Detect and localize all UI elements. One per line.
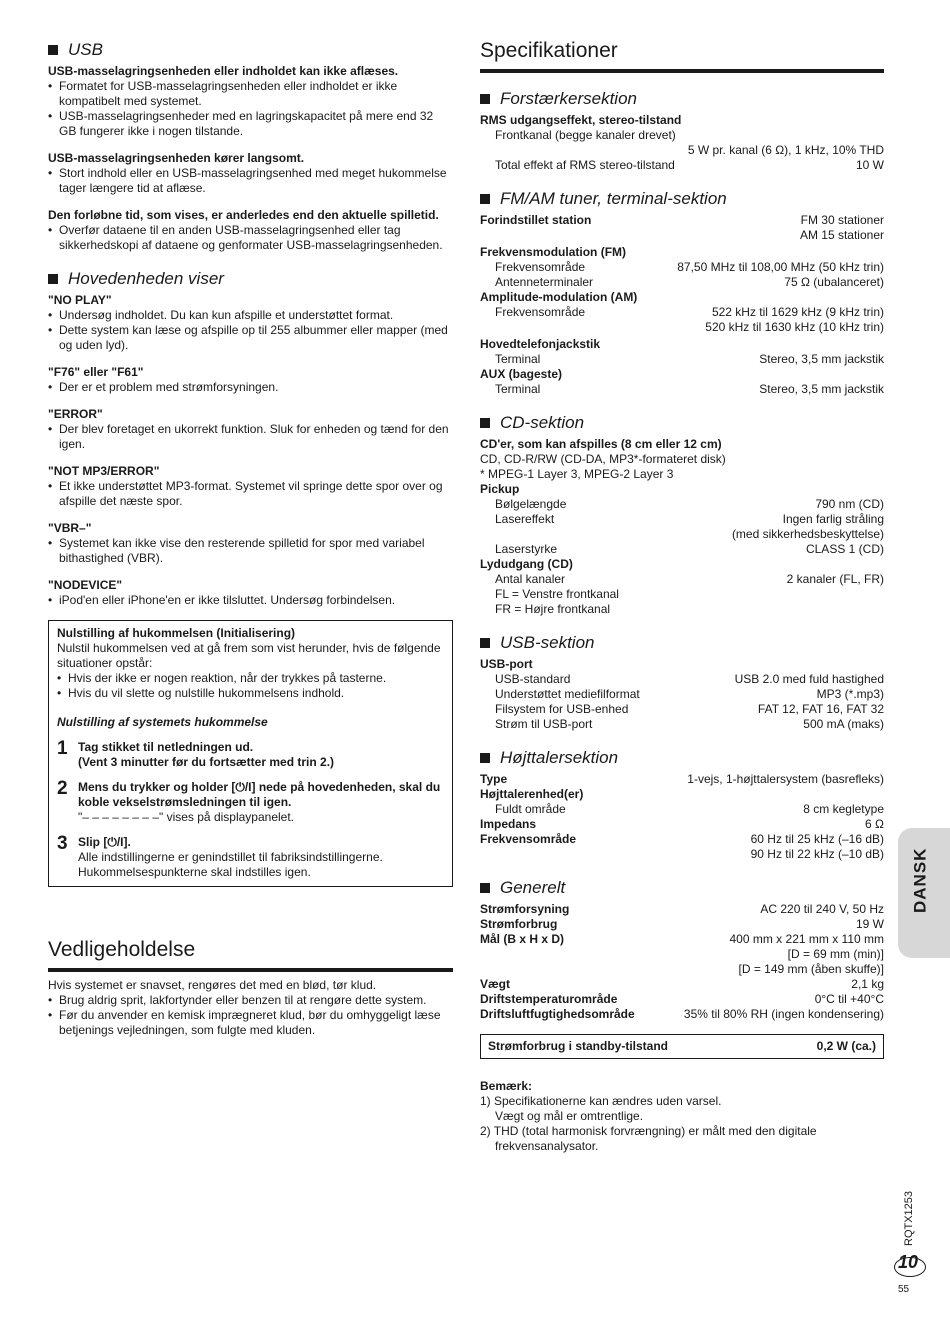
square-bullet-icon xyxy=(480,883,490,893)
speaker-heading: Højttalersektion xyxy=(480,748,884,768)
spec-row: Understøttet mediefilformat MP3 (*.mp3) xyxy=(495,687,884,701)
maintenance-bullet-1: • Brug aldrig sprit, lakfortynder eller benzen til at rengøre dette system. xyxy=(48,993,453,1008)
vbr-bullet: • Systemet kan ikke vise den resterende spilletid for spor med variabel bithastighed (VBR). xyxy=(48,536,453,566)
reset-step-1: 1 Tag stikket til netledningen ud. (Vent 3 minutter før du fortsætter med trin 2.) xyxy=(57,738,335,769)
spec-row: USB-standard USB 2.0 med fuld hastighed xyxy=(495,672,884,686)
spec-row: Filsystem for USB-enhed FAT 12, FAT 16, FAT 32 xyxy=(495,702,884,716)
standby-box xyxy=(480,1034,884,1059)
left-column xyxy=(48,40,453,1038)
usb-bullet-4: • Overfør dataene til en anden USB-masselagringsenhed eller tag sikkerhedskopi af dataene og genformater USB-masselagringsenheden. xyxy=(48,223,453,253)
reset-bullet-1: • Hvis der ikke er nogen reaktion, når der trykkes på tasterne. xyxy=(57,671,444,686)
spec-row: Frekvensområde 60 Hz til 25 kHz (–16 dB) xyxy=(480,832,884,846)
usb-heading: USB xyxy=(48,40,453,60)
spec-row: Antal kanaler 2 kanaler (FL, FR) xyxy=(495,572,884,586)
spec-row: Total effekt af RMS stereo-tilstand 10 W xyxy=(495,158,884,172)
amp-heading: Forstærkersektion xyxy=(480,89,884,109)
reset-subheading: Nulstilling af systemets hukommelse xyxy=(57,715,268,729)
spec-row: Lasereffekt Ingen farlig stråling xyxy=(495,512,884,526)
spec-row: Type 1-vejs, 1-højttalersystem (basrefleks) xyxy=(480,772,884,786)
noplay-heading: "NO PLAY" xyxy=(48,293,112,307)
square-bullet-icon xyxy=(48,274,58,284)
square-bullet-icon xyxy=(480,194,490,204)
right-column: Specifikationer Forstærkersektion RMS udgangseffekt, stereo-tilstand Frontkanal (begge kanaler drevet) 5 W pr. kanal (6 Ω), 1 kHz, 10% THD Total effekt af RMS stereo-tilstand 10 W FM/AM tuner, terminal-sektion Forindstillet station FM 30 stationer AM 15 stationer Frekvensmodulation (FM) Frekvensområde 87,50 MHz til 108,00 MHz (50 kHz trin) Antenneterminaler 75 Ω (ubalanceret) Amplitude-modulation (AM) Frekvensområde 522 kHz til 1629 kHz (9 kHz trin) 520 kHz til 1630 kHz (10 kHz trin) Hovedtelefonjackstik Terminal Stereo, 3,5 mm jackstik AUX (bageste) Terminal Stereo, 3,5 mm jackstik CD-sektion CD'er, som kan afspilles (8 cm eller 12 cm) CD, CD-R/RW (CD-DA, MP3*-formateret disk) * MPEG-1 Layer 3, MPEG-2 Layer 3 Pickup Bølgelængde 790 nm (CD) Lasereffekt Ingen farlig stråling (med sikkerhedsbeskyttelse) Laserstyrke CLASS 1 (CD) Lydudgang (CD) Antal kanaler 2 kanaler (FL, FR) FL = Venstre frontkanal FR = Højre frontkanal USB-sektion USB-port USB-standard USB 2.0 med fuld hastighed Understøttet mediefilformat MP3 (*.mp3) Filsystem for USB-enhed FAT 12, FAT 16, FAT 32 Strøm til USB-port 500 mA (maks) Højttalersektion Type 1-vejs, 1-højttalersystem (basrefleks) Højttalerenhed(er) Fuldt område 8 cm kegletype Impedans 6 Ω Frekvensområde 60 Hz til 25 kHz (–16 dB) 90 Hz til 22 kHz (–10 dB) Generelt Strømforsyning AC 220 til 240 V, 50 Hz Strømforbrug 19 W Mål (B x H x D) 400 mm x 221 mm x 110 mm [D = 69 mm (min)] [D = 149 mm (åben skuffe)] Vægt 2,1 kg Driftstemperaturområde 0°C til +40°C Driftsluftfugtighedsområde 35% til 80% RH (ingen kondensering) Strømforbrug i standby-tilstand 0,2 W (ca.) Bemærk: 1) Specifikationerne kan ændres uden varsel. Vægt og mål er omtrentlige. 2) THD (total harmonisk forvrængning) er målt med den digitale frekvensanalysator. xyxy=(480,39,884,1153)
spec-row: Frekvensområde 87,50 MHz til 108,00 MHz (50 kHz trin) xyxy=(495,260,884,274)
spec-row: Strøm til USB-port 500 mA (maks) xyxy=(495,717,884,731)
f76-heading: "F76" eller "F61" xyxy=(48,365,144,379)
standby-label: Strømforbrug i standby-tilstand xyxy=(488,1039,668,1053)
square-bullet-icon xyxy=(480,638,490,648)
spec-row: Impedans 6 Ω xyxy=(480,817,884,831)
square-bullet-icon xyxy=(480,418,490,428)
page-number: 10 xyxy=(898,1255,918,1270)
usb-issue-2: USB-masselagringsenheden kører langsomt. xyxy=(48,151,305,165)
page-number-ellipse-icon xyxy=(894,1257,926,1277)
document-reference: RQTX1253 xyxy=(903,1190,915,1246)
vbr-heading: "VBR–" xyxy=(48,521,92,535)
spec-row: Laserstyrke CLASS 1 (CD) xyxy=(495,542,884,556)
maintenance-intro: Hvis systemet er snavset, rengøres det med en blød, tør klud. xyxy=(48,978,377,992)
spec-row: Bølgelængde 790 nm (CD) xyxy=(495,497,884,511)
spec-row: Terminal Stereo, 3,5 mm jackstik xyxy=(495,382,884,396)
mp3-error-heading: "NOT MP3/ERROR" xyxy=(48,464,160,478)
maintenance-title: Vedligeholdelse xyxy=(48,937,453,972)
f76-bullet: • Der er et problem med strømforsyningen. xyxy=(48,380,453,395)
spec-row: Frekvensområde 522 kHz til 1629 kHz (9 kHz trin) xyxy=(495,305,884,319)
usb-issue-1: USB-masselagringsenheden eller indholdet kan ikke aflæses. xyxy=(48,64,399,78)
step-number: 3 xyxy=(57,833,68,854)
mp3-error-bullet: • Et ikke understøttet MP3-format. Systemet vil springe dette spor over og afspille det næste spor. xyxy=(48,479,453,509)
square-bullet-icon xyxy=(48,45,58,55)
spec-row: Antenneterminaler 75 Ω (ubalanceret) xyxy=(495,275,884,289)
language-tab: DANSK xyxy=(898,828,950,958)
page-subnumber: 55 xyxy=(898,1284,910,1295)
tuner-heading: FM/AM tuner, terminal-sektion xyxy=(480,189,884,209)
spec-row: Forindstillet station FM 30 stationer xyxy=(480,213,884,227)
step-number: 2 xyxy=(57,778,68,799)
reset-box xyxy=(48,620,453,887)
square-bullet-icon xyxy=(480,94,490,104)
step-number: 1 xyxy=(57,738,68,759)
usb-issue-3: Den forløbne tid, som vises, er anderledes end den aktuelle spilletid. xyxy=(48,208,439,222)
standby-value: 0,2 W (ca.) xyxy=(816,1039,876,1053)
general-heading: Generelt xyxy=(480,878,884,898)
error-bullet: • Der blev foretaget en ukorrekt funktion. Sluk for enheden og tænd for den igen. xyxy=(48,422,453,452)
noplay-bullet-2: • Dette system kan læse og afspille op til 255 albummer eller mapper (med og uden lyd). xyxy=(48,323,453,353)
spec-row: Fuldt område 8 cm kegletype xyxy=(495,802,884,816)
display-heading: Hovedenheden viser xyxy=(48,269,453,289)
spec-row: Strømforsyning AC 220 til 240 V, 50 Hz xyxy=(480,902,884,916)
spec-row: Strømforbrug 19 W xyxy=(480,917,884,931)
reset-bullet-2: • Hvis du vil slette og nulstille hukommelsens indhold. xyxy=(57,686,444,701)
spec-row: Driftstemperaturområde 0°C til +40°C xyxy=(480,992,884,1006)
reset-step-3: 3 Slip [⏻/I]. Alle indstillingerne er genindstillet til fabriksindstillingerne. Hukommelsespunkterne skal indstilles igen. xyxy=(57,833,383,879)
usb-bullet-3: • Stort indhold eller en USB-masselagringsenhed med meget hukommelse tager længere tid at aflæse. xyxy=(48,166,453,196)
error-heading: "ERROR" xyxy=(48,407,103,421)
spec-row: Terminal Stereo, 3,5 mm jackstik xyxy=(495,352,884,366)
note-heading: Bemærk: xyxy=(480,1079,533,1093)
usb-bullet-1: • Formatet for USB-masselagringsenheden eller indholdet er ikke kompatibelt med systemet. xyxy=(48,79,453,109)
spec-row: Driftsluftfugtighedsområde 35% til 80% RH (ingen kondensering) xyxy=(480,1007,884,1021)
reset-title: Nulstilling af hukommelsen (Initialisering) xyxy=(57,626,296,640)
nodevice-bullet: • iPod'en eller iPhone'en er ikke tilsluttet. Undersøg forbindelsen. xyxy=(48,593,453,608)
reset-intro: Nulstil hukommelsen ved at gå frem som vist herunder, hvis de følgende situationer opstår: xyxy=(57,641,441,670)
spec-title: Specifikationer xyxy=(480,38,884,73)
spec-row: Vægt 2,1 kg xyxy=(480,977,884,991)
square-bullet-icon xyxy=(480,753,490,763)
spec-row: Mål (B x H x D) 400 mm x 221 mm x 110 mm xyxy=(480,932,884,946)
cd-heading: CD-sektion xyxy=(480,413,884,433)
maintenance-bullet-2: • Før du anvender en kemisk imprægneret klud, bør du omhyggeligt læse betjenings vejledningen, som fulgte med kluden. xyxy=(48,1008,453,1038)
usb-bullet-2: • USB-masselagringsenheder med en lagringskapacitet på mere end 32 GB fungerer ikke i nogen tilstande. xyxy=(48,109,453,139)
reset-step-2: 2 Mens du trykker og holder [⏻/I] nede på hovedenheden, skal du koble vekselstrømsledningen til igen. "– – – – – – – –" vises på displaypanelet. xyxy=(57,778,441,824)
noplay-bullet-1: • Undersøg indholdet. Du kan kun afspille et understøttet format. xyxy=(48,308,453,323)
usb-section-heading: USB-sektion xyxy=(480,633,884,653)
nodevice-heading: "NODEVICE" xyxy=(48,578,123,592)
